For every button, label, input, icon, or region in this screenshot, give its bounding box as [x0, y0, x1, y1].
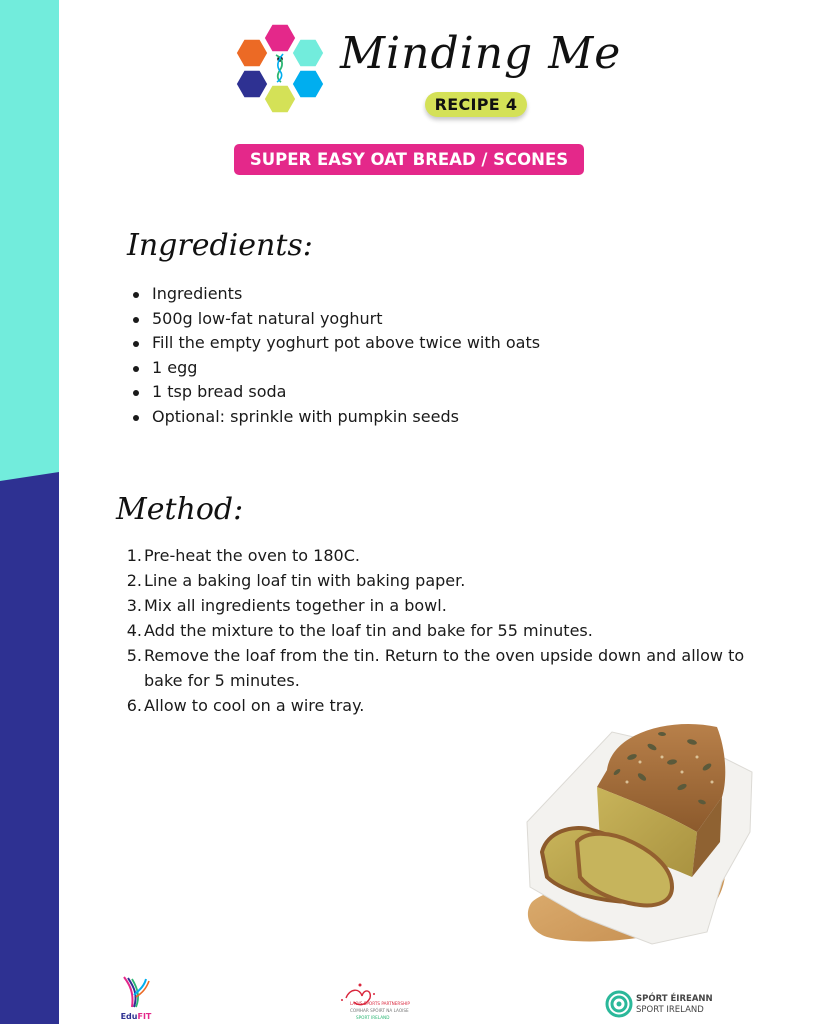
hex-orange	[236, 39, 268, 67]
bullet-icon	[133, 390, 139, 396]
hex-pink	[264, 24, 296, 52]
recipe-number-badge: RECIPE 4	[425, 92, 527, 117]
ingredients-heading: Ingredients:	[127, 228, 313, 263]
method-step: 2. Line a baking loaf tin with baking paper.	[126, 571, 466, 590]
recipe-title-banner: SUPER EASY OAT BREAD / SCONES	[234, 144, 584, 175]
method-step: 4. Add the mixture to the loaf tin and bake for 55 minutes.	[126, 621, 593, 640]
ingredient-item: 1 egg	[130, 356, 540, 381]
method-heading: Method:	[116, 492, 244, 527]
method-step: 6. Allow to cool on a wire tray.	[126, 696, 365, 715]
oat-bread-photo	[522, 712, 757, 948]
minding-me-hexagon-logo	[230, 18, 330, 118]
decorative-sidebar	[0, 0, 59, 1024]
method-steps-list	[122, 543, 752, 718]
method-step: 3. Mix all ingredients together in a bowl.	[126, 596, 447, 615]
ingredient-item: 500g low-fat natural yoghurt	[130, 307, 540, 332]
edufit-logo: EduFIT	[116, 975, 156, 1021]
bullet-icon	[133, 317, 139, 323]
ingredient-item: Fill the empty yoghurt pot above twice with oats	[130, 331, 540, 356]
figure-icon	[276, 54, 283, 82]
hex-teal	[292, 39, 324, 67]
method-step: 5. Remove the loaf from the tin. Return to the oven upside down and allow to bake for 5 minutes.	[126, 646, 745, 690]
ingredient-item: Optional: sprinkle with pumpkin seeds	[130, 405, 540, 430]
method-step: 1. Pre-heat the oven to 180C.	[126, 546, 360, 565]
sport-ireland-logo: SPÓRT ÉIREANN SPORT IRELAND	[605, 988, 705, 1022]
ingredient-item: Ingredients	[130, 282, 540, 307]
laois-sports-partnership-logo: LAOIS SPORTS PARTNERSHIP COMHAR SPÓIRT NA LAOISE SPORT IRELAND	[336, 980, 426, 1022]
hex-blue	[292, 70, 324, 98]
sport-ireland-swirl-icon	[605, 990, 633, 1018]
ingredients-list	[130, 282, 540, 430]
bullet-icon	[133, 292, 139, 298]
ingredient-item: 1 tsp bread soda	[130, 380, 540, 405]
bullet-icon	[133, 341, 139, 347]
brand-title: Minding Me	[340, 28, 622, 79]
bullet-icon	[133, 366, 139, 372]
hex-lime	[264, 85, 296, 113]
hex-navy	[236, 70, 268, 98]
bullet-icon	[133, 415, 139, 421]
